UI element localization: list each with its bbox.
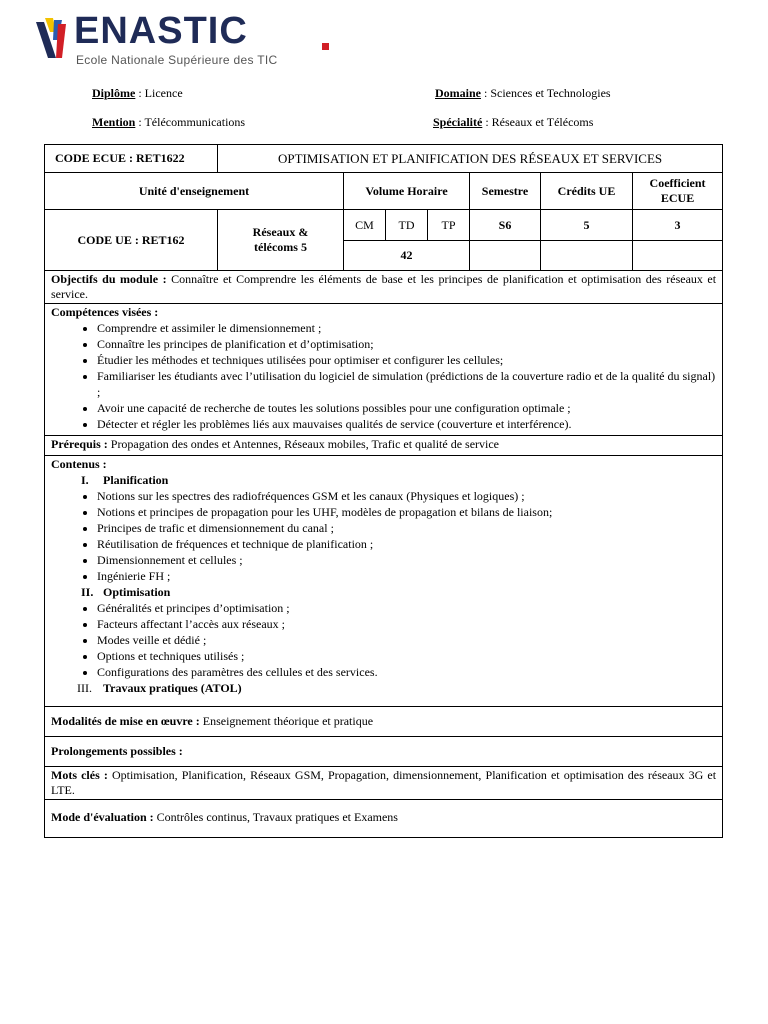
semestre-value: S6 — [470, 210, 541, 241]
empty-cell — [470, 241, 541, 271]
code-ecue: CODE ECUE : RET1622 — [45, 145, 218, 173]
section-title: Optimisation — [103, 585, 171, 599]
enastic-logo — [36, 10, 296, 67]
logo-red-dot — [322, 43, 329, 50]
empty-cell — [633, 241, 723, 271]
meta-specialite — [433, 115, 593, 130]
header-credits: Crédits UE — [541, 173, 633, 210]
diplome-label: Diplôme — [92, 86, 136, 100]
competences-label: Compétences visées : — [51, 305, 159, 319]
list-item: • Connaître les principes de planification et d’optimisation; — [97, 336, 716, 352]
prerequis-text: Propagation des ondes et Antennes, Réseaux mobiles, Trafic et qualité de service — [107, 437, 500, 451]
contenus-label: Contenus : — [51, 457, 107, 471]
list-item: • Notions sur les spectres des radiofréquences GSM et les canaux (Physiques et logiques) ; — [97, 488, 716, 504]
empty-cell — [541, 241, 633, 271]
course-table — [44, 144, 723, 838]
cm-label: CM — [344, 210, 386, 241]
logo-mark-icon — [36, 18, 66, 58]
logo-wordmark: ENASTIC — [74, 10, 248, 52]
modalites-label: Modalités de mise en œuvre : — [51, 714, 200, 728]
list-item: • Réutilisation de fréquences et technique de planification ; — [97, 536, 716, 552]
prolongements-label: Prolongements possibles : — [51, 744, 183, 758]
specialite-label: Spécialité — [433, 115, 483, 129]
list-item: • Ingénierie FH ; — [97, 568, 716, 584]
header-semestre: Semestre — [470, 173, 541, 210]
meta-domaine — [435, 86, 611, 101]
section-number: I. — [81, 473, 89, 487]
mention-value: : Télécommunications — [135, 115, 246, 129]
section-number: III. — [77, 681, 92, 695]
section-heading — [51, 472, 716, 488]
list-item: • Facteurs affectant l’accès aux réseaux ; — [97, 616, 716, 632]
logo-subtitle: Ecole Nationale Supérieure des TIC — [76, 53, 278, 67]
prolongements-row — [45, 737, 723, 767]
section-heading — [51, 680, 716, 696]
modalites-text: Enseignement théorique et pratique — [199, 714, 374, 728]
evaluation-text: Contrôles continus, Travaux pratiques et Examens — [153, 810, 398, 824]
td-label: TD — [386, 210, 428, 241]
modalites-row — [45, 707, 723, 737]
list-item: • Dimensionnement et cellules ; — [97, 552, 716, 568]
prerequis-label: Prérequis : — [51, 437, 108, 451]
evaluation-label: Mode d'évaluation : — [51, 810, 154, 824]
credits-value: 5 — [541, 210, 633, 241]
list-item: • Options et techniques utilisés ; — [97, 648, 716, 664]
diplome-value: : Licence — [135, 86, 183, 100]
objectifs-row — [45, 271, 723, 304]
meta-diplome — [92, 86, 183, 101]
optimisation-list — [51, 600, 716, 680]
mots-cles-text: Optimisation, Planification, Réseaux GSM, Propagation, dimensionnement, Planification et optimisation des réseaux 3G et LTE. — [51, 768, 717, 797]
prerequis-row — [45, 436, 723, 456]
list-item: • Principes de trafic et dimensionnement du canal ; — [97, 520, 716, 536]
tp-label: TP — [428, 210, 470, 241]
ue-name: Réseaux & télécoms 5 — [218, 210, 344, 271]
section-heading — [51, 584, 716, 600]
list-item: • Avoir une capacité de recherche de toutes les solutions possibles pour une configuration optimale ; — [97, 400, 716, 416]
objectifs-label: Objectifs du module : — [51, 272, 167, 286]
list-item: • Généralités et principes d’optimisation ; — [97, 600, 716, 616]
list-item: • Étudier les méthodes et techniques utilisées pour optimiser et configurer les cellules; — [97, 352, 716, 368]
list-item: • Configurations des paramètres des cellules et des services. — [97, 664, 716, 680]
specialite-value: : Réseaux et Télécoms — [482, 115, 594, 129]
evaluation-row — [45, 800, 723, 838]
section-number: II. — [81, 585, 94, 599]
mention-label: Mention — [92, 115, 136, 129]
domaine-value: : Sciences et Technologies — [481, 86, 611, 100]
competences-row — [45, 304, 723, 436]
competences-list — [51, 320, 716, 432]
objectifs-text: Connaître et Comprendre les éléments de base et les principes de planification et optimisation des réseaux et service. — [51, 272, 717, 301]
header-coefficient: Coefficient ECUE — [633, 173, 723, 210]
list-item: • Notions et principes de propagation pour les UHF, modèles de propagation et bilans de liaison; — [97, 504, 716, 520]
planification-list — [51, 488, 716, 584]
list-item: • Comprendre et assimiler le dimensionnement ; — [97, 320, 716, 336]
code-ue: CODE UE : RET162 — [45, 210, 218, 271]
section-title: Travaux pratiques (ATOL) — [103, 681, 242, 695]
domaine-label: Domaine — [435, 86, 481, 100]
list-item: • Détecter et régler les problèmes liés aux mauvaises qualités de service (couverture et interférence). — [97, 416, 716, 432]
mots-cles-row — [45, 767, 723, 800]
contenus-row — [45, 456, 723, 707]
header-volume: Volume Horaire — [344, 173, 470, 210]
list-item: • Familiariser les étudiants avec l’utilisation du logiciel de simulation (prédictions de la couverture radio et de la qualité du signal) ; — [97, 368, 716, 400]
mots-cles-label: Mots clés : — [51, 768, 108, 782]
list-item: • Modes veille et dédié ; — [97, 632, 716, 648]
section-title: Planification — [103, 473, 169, 487]
meta-mention — [92, 115, 245, 130]
coefficient-value: 3 — [633, 210, 723, 241]
volume-total: 42 — [344, 241, 470, 271]
header-unite: Unité d'enseignement — [45, 173, 344, 210]
course-title: OPTIMISATION ET PLANIFICATION DES RÉSEAUX ET SERVICES — [218, 145, 723, 173]
